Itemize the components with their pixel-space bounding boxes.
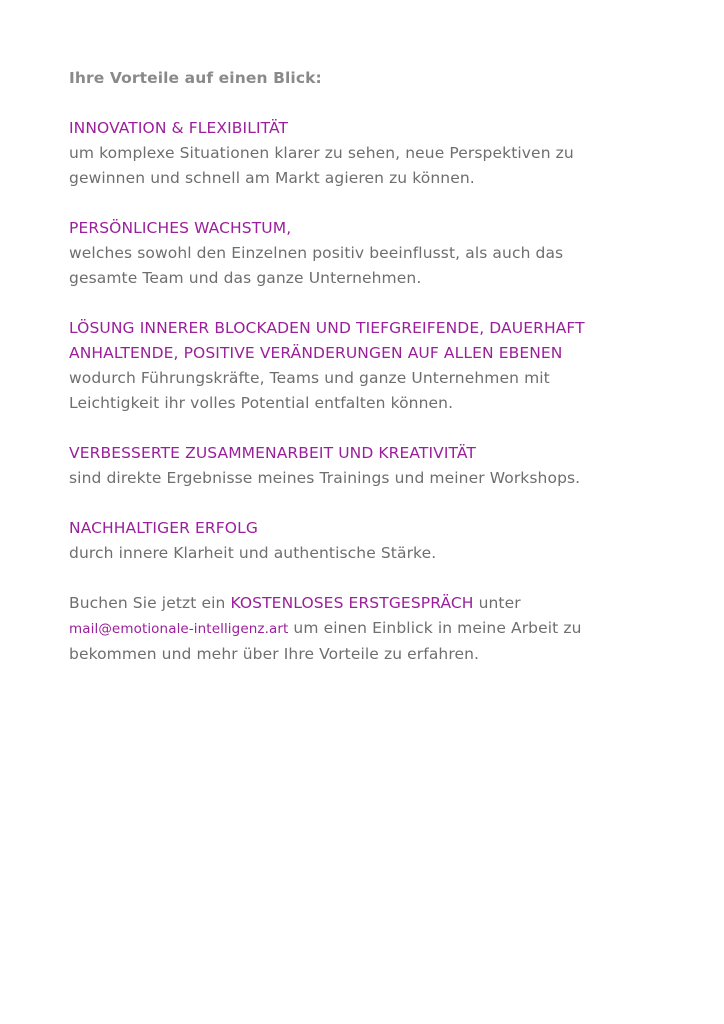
benefit-desc-line: durch innere Klarheit und authentische Stärke.: [69, 544, 437, 562]
benefit-innovation: [69, 116, 669, 191]
benefit-title-line: INNOVATION & FLEXIBILITÄT: [69, 119, 289, 137]
page-heading: Ihre Vorteile auf einen Blick:: [69, 69, 322, 87]
benefit-desc-line: um komplexe Situationen klarer zu sehen, neue Perspektiven zu: [69, 144, 574, 162]
cta-line: bekommen und mehr über Ihre Vorteile zu erfahren.: [69, 645, 480, 663]
benefit-desc-line: Leichtigkeit ihr volles Potential entfalten können.: [69, 394, 454, 412]
benefit-title-line: PERSÖNLICHES WACHSTUM: [69, 219, 287, 237]
cta-line2-suffix: um einen Einblick in meine Arbeit zu: [288, 619, 582, 637]
benefit-title-line: ANHALTENDE, POSITIVE VERÄNDERUNGEN AUF ALLEN EBENEN: [69, 344, 563, 362]
benefit-growth: [69, 216, 669, 291]
benefit-success: [69, 516, 669, 566]
benefit-title: [69, 441, 669, 466]
benefit-desc-line: sind direkte Ergebnisse meines Trainings und meiner Workshops.: [69, 469, 581, 487]
cta-line: [69, 616, 669, 642]
benefit-title-line: NACHHALTIGER ERFOLG: [69, 519, 258, 537]
cta-suffix: unter: [473, 594, 521, 612]
cta-accent: KOSTENLOSES ERSTGESPRÄCH: [230, 594, 474, 612]
call-to-action: [69, 591, 669, 667]
benefit-title: [69, 516, 669, 541]
email-link[interactable]: mail@emotionale-intelligenz.art: [69, 621, 289, 637]
benefit-title: [69, 316, 669, 366]
benefit-blockades: [69, 316, 669, 416]
cta-prefix: Buchen Sie jetzt ein: [69, 594, 231, 612]
benefit-title: [69, 116, 669, 141]
benefit-desc-line: gesamte Team und das ganze Unternehmen.: [69, 269, 422, 287]
benefit-collaboration: [69, 441, 669, 491]
benefit-title-line: VERBESSERTE ZUSAMMENARBEIT UND KREATIVITÄT: [69, 444, 476, 462]
benefit-title-line: LÖSUNG INNERER BLOCKADEN UND TIEFGREIFENDE, DAUERHAFT: [69, 319, 585, 337]
benefit-desc-line: welches sowohl den Einzelnen positiv beeinflusst, als auch das: [69, 244, 564, 262]
benefit-desc-line: wodurch Führungskräfte, Teams und ganze Unternehmen mit: [69, 369, 550, 387]
page-content: [69, 66, 669, 692]
benefit-desc-line: gewinnen und schnell am Markt agieren zu können.: [69, 169, 475, 187]
benefit-title: [69, 216, 669, 241]
cta-line: [69, 591, 669, 616]
benefit-title-suffix: ,: [286, 219, 292, 237]
